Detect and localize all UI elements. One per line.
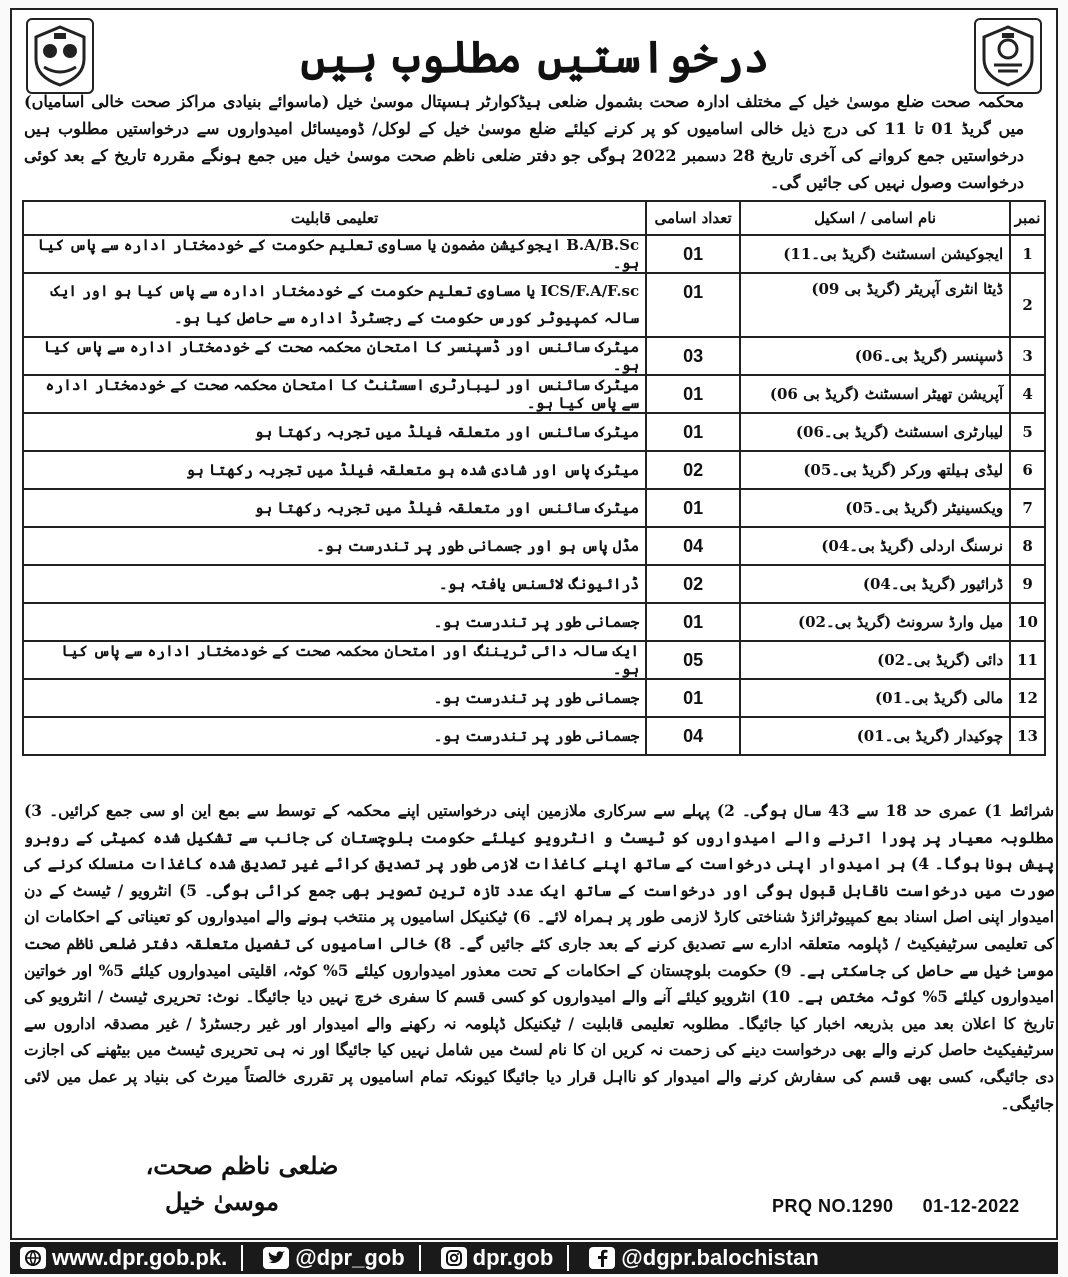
- instagram-handle[interactable]: dpr.gob: [472, 1245, 554, 1270]
- row-sn: 8: [1010, 527, 1045, 565]
- signature-place: موسیٰ خیل: [165, 1187, 279, 1216]
- row-post: دائی (گریڈ بی۔02): [740, 641, 1010, 679]
- footer-divider: [241, 1245, 243, 1271]
- row-post: ویکسینیٹر (گریڈ بی۔05): [740, 489, 1010, 527]
- row-qualification: میٹرک سائنس اور متعلقہ فیلڈ میں تجربہ رکھتا ہو: [23, 489, 646, 527]
- row-post: ڈیٹا انٹری آپریٹر (گریڈ بی 09): [740, 273, 1010, 337]
- table-row: [23, 413, 1045, 451]
- row-sn: 10: [1010, 603, 1045, 641]
- facebook-icon: [589, 1247, 615, 1269]
- row-count: 05: [646, 641, 740, 679]
- header-post: نام اسامی / اسکیل: [740, 201, 1010, 235]
- row-count: 02: [646, 565, 740, 603]
- footer-facebook[interactable]: [589, 1245, 818, 1271]
- row-post: چوکیدار (گریڈ بی۔01): [740, 717, 1010, 755]
- row-post: میل وارڈ سرونٹ (گریڈ بی۔02): [740, 603, 1010, 641]
- row-sn: 1: [1010, 235, 1045, 273]
- instagram-icon: [441, 1247, 467, 1269]
- row-post: نرسنگ اردلی (گریڈ بی۔04): [740, 527, 1010, 565]
- row-post: لیبارٹری اسسٹنٹ (گریڈ بی۔06): [740, 413, 1010, 451]
- row-count: 01: [646, 375, 740, 413]
- prq-number: PRQ NO.1290: [772, 1196, 894, 1216]
- table-row: [23, 527, 1045, 565]
- table-row: [23, 451, 1045, 489]
- row-qualification: میٹرک سائنس اور لیبارٹری اسسٹنٹ کا امتحان محکمہ صحت کے خودمختار ادارہ سے پاس کیا ہو۔: [23, 375, 646, 413]
- row-post: مالی (گریڈ بی۔01): [740, 679, 1010, 717]
- row-sn: 9: [1010, 565, 1045, 603]
- row-qualification: جسمانی طور پر تندرست ہو۔: [23, 717, 646, 755]
- website-link[interactable]: www.dpr.gob.pk.: [52, 1245, 228, 1270]
- footer-divider: [419, 1245, 421, 1271]
- table-row: [23, 603, 1045, 641]
- emblem-icon: [32, 25, 88, 87]
- footer-twitter[interactable]: [263, 1245, 404, 1271]
- row-count: 04: [646, 717, 740, 755]
- twitter-icon: [263, 1247, 289, 1269]
- row-count: 01: [646, 489, 740, 527]
- row-sn: 3: [1010, 337, 1045, 375]
- row-sn: 11: [1010, 641, 1045, 679]
- table-row: [23, 717, 1045, 755]
- footer-website[interactable]: [20, 1245, 227, 1271]
- row-qualification: ایک سالہ دائی ٹریننگ اور امتحان محکمہ صحت کے خودمختار ادارہ سے پاس کیا ہو۔: [23, 641, 646, 679]
- prq-reference: [772, 1196, 1020, 1217]
- row-count: 02: [646, 451, 740, 489]
- row-count: 01: [646, 413, 740, 451]
- table-row: [23, 489, 1045, 527]
- row-qualification: ICS/F.A/F.sc یا مساوی تعلیم حکومت کے خودمختار ادارہ سے پاس کیا ہو اور ایک سالہ کمپیوٹر کورس حکومت کے رجسٹرڈ ادارہ سے حاصل کیا ہو۔: [23, 273, 646, 337]
- footer-instagram[interactable]: [441, 1245, 554, 1271]
- intro-paragraph: محکمہ صحت ضلع موسیٰ خیل کے مختلف ادارہ صحت بشمول ضلعی ہیڈکوارٹر ہسپتال موسیٰ خیل (ماسوائے بنیادی مراکز صحت خالی اسامیاں) میں گریڈ 01 تا 11 کی درج ذیل خالی اسامیوں کو پر کرنے کیلئے ضلع موسیٰ خیل کے لوکل/ ڈومیسائل امیدواروں سے درخواستیں مطلوب ہیں درخواستیں جمع کروانے کی آخری تاریخ 28 دسمبر 2022 ہوگی جو دفتر ضلعی ناظم صحت موسیٰ خیل میں جمع ہونگے مقررہ تاریخ کے بعد کوئی درخواست وصول نہیں کی جائیں گی۔: [24, 92, 1025, 192]
- vacancies-table: [22, 200, 1046, 756]
- facebook-handle[interactable]: @dgpr.balochistan: [621, 1245, 819, 1270]
- table-header-row: [23, 201, 1045, 235]
- footer-divider: [567, 1245, 569, 1271]
- row-post: لیڈی ہیلتھ ورکر (گریڈ بی۔05): [740, 451, 1010, 489]
- header-qualification: تعلیمی قابلیت: [23, 201, 646, 235]
- row-sn: 4: [1010, 375, 1045, 413]
- row-sn: 7: [1010, 489, 1045, 527]
- row-qualification: B.A/B.Sc ایجوکیشن مضمون یا مساوی تعلیم حکومت کے خودمختار ادارہ سے پاس کیا ہو۔: [23, 235, 646, 273]
- row-post: ڈسپنسر (گریڈ بی۔06): [740, 337, 1010, 375]
- row-post: آپریشن تھیٹر اسسٹنٹ (گریڈ بی 06): [740, 375, 1010, 413]
- row-qualification: میٹرک سائنس اور متعلقہ فیلڈ میں تجربہ رکھتا ہو: [23, 413, 646, 451]
- row-count: 01: [646, 679, 740, 717]
- row-count: 03: [646, 337, 740, 375]
- row-sn: 5: [1010, 413, 1045, 451]
- row-sn: 6: [1010, 451, 1045, 489]
- header-count: تعداد اسامی: [646, 201, 740, 235]
- table-row: [23, 565, 1045, 603]
- row-qualification: مڈل پاس ہو اور جسمانی طور پر تندرست ہو۔: [23, 527, 646, 565]
- emblem-icon: [980, 25, 1036, 87]
- page-title: درخواستیں مطلوب ہیں: [300, 31, 770, 83]
- left-emblem-logo: [26, 18, 94, 94]
- table-row: [23, 235, 1045, 273]
- row-count: 01: [646, 273, 740, 337]
- table-row: [23, 273, 1045, 337]
- table-row: [23, 375, 1045, 413]
- row-sn: 12: [1010, 679, 1045, 717]
- row-sn: 2: [1010, 273, 1045, 337]
- conditions-paragraph: شرائط 1) عمری حد 18 سے 43 سال ہوگی۔ 2) پہلے سے سرکاری ملازمین اپنی درخواستیں اپنے محکمہ کے توسط سے بمع این او سی جمع کرائیں۔ 3) مطلوبہ معیار پر پورا اترنے والے امیدواروں کو ٹیسٹ و انٹرویو کیلئے حکومت بلوچستان کی جانب سے تشکیل شدہ کمیٹی کے روبرو پیش ہونا ہوگا۔ 4) ہر امیدوار اپنی درخواست کے ساتھ اپنے کاغذات لازمی طور پر تصدیق کرائے غیر تصدیق شدہ کاغذات منسلک کرنے کی صورت میں درخواست ناقابل قبول ہوگی اور درخواست کے ساتھ ایک عدد تازہ ترین تصویر بھی جمع کرائی ہوگی۔ 5) انٹرویو / ٹیسٹ کے دن امیدوار اپنی اصل اسناد بمع کمپیوٹرائزڈ شناختی کارڈ لازمی طور پر ہمراہ لائے۔ 6) ٹیکنیکل اسامیوں پر منتخب ہونے والے امیدواروں کو تعیناتی کے احکامات ان کی تعلیمی سرٹیفیکیٹ / ڈپلومہ متعلقہ ادارے سے تصدیق کرنے کے بعد جاری کئے جائیں گے۔ 8) خالی اسامیوں کی تفصیل متعلقہ دفتر ضلعی ناظم صحت موسیٰ خیل سے حاصل کی جاسکتی ہے۔ 9) حکومت بلوچستان کے احکامات کے تحت معذور امیدواروں کیلئے 5% کوٹہ، اقلیتی امیدواروں کیلئے 5% اور خواتین امیدواروں کیلئے 5% کوٹہ مختص ہے۔ 10) انٹرویو کیلئے آنے والے امیدواروں کو کسی قسم کا سفری خرچ نہیں دیا جائیگا۔ نوٹ: تحریری ٹیسٹ / انٹرویو کی تاریخ کا اعلان بعد میں بذریعہ اخبار کیا جائیگا۔ مطلوبہ تعلیمی قابلیت / ٹیکنیکل ڈپلومہ نہ رکھنے والے امیدوار اور غیر رجسٹرڈ / غیر مصدقہ اداروں سے سرٹیفیکیٹ حاصل کرنے والے بھی درخواست دینے کی زحمت نہ کریں ان کا نام لسٹ میں شامل نہیں کیا جائیگا اور نہ ہی تحریری ٹیسٹ میں بیٹھنے کی اجازت دی جائیگی، کسی بھی قسم کی سفارش کرنے والے امیدوار کو نااہل قرار دیا جائیگا کیونکہ تمام اسامیوں پر تقرری خالصتاً میرٹ کی بنیاد پر عمل میں لائی جائیگی۔: [24, 802, 1055, 1113]
- table-row: [23, 679, 1045, 717]
- prq-date: 01-12-2022: [922, 1196, 1020, 1216]
- globe-icon: [20, 1247, 46, 1269]
- header-sn: نمبر: [1010, 201, 1045, 235]
- signature-title: ضلعی ناظم صحت،: [145, 1151, 339, 1180]
- row-count: 01: [646, 603, 740, 641]
- footer-bar: [10, 1242, 1058, 1274]
- right-emblem-logo: [974, 18, 1042, 94]
- table-row: [23, 337, 1045, 375]
- row-count: 04: [646, 527, 740, 565]
- row-sn: 13: [1010, 717, 1045, 755]
- title-banner: [110, 22, 960, 92]
- row-post: ڈرائیور (گریڈ بی۔04): [740, 565, 1010, 603]
- row-post: ایجوکیشن اسسٹنٹ (گریڈ بی۔11): [740, 235, 1010, 273]
- row-qualification: میٹرک پاس اور شادی شدہ ہو متعلقہ فیلڈ میں تجربہ رکھتا ہو: [23, 451, 646, 489]
- table-row: [23, 641, 1045, 679]
- twitter-handle[interactable]: @dpr_gob: [295, 1245, 405, 1270]
- signature-block: [112, 1148, 372, 1220]
- row-qualification: میٹرک سائنس اور ڈسپنسر کا امتحان محکمہ صحت کے خودمختار ادارہ سے پاس کیا ہو۔: [23, 337, 646, 375]
- row-count: 01: [646, 235, 740, 273]
- row-qualification: جسمانی طور پر تندرست ہو۔: [23, 679, 646, 717]
- row-qualification: ڈرائیونگ لائسنس یافتہ ہو۔: [23, 565, 646, 603]
- row-qualification: جسمانی طور پر تندرست ہو۔: [23, 603, 646, 641]
